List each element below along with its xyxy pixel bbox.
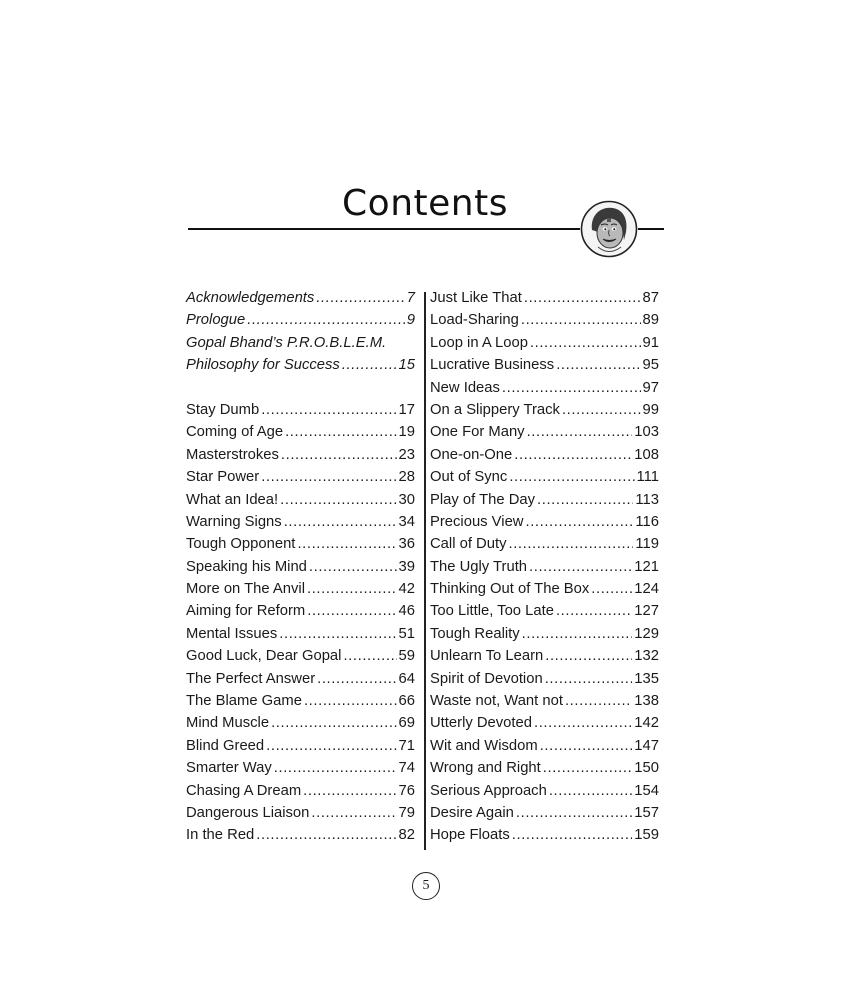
leader-dots <box>303 783 396 799</box>
toc-entry-page: 30 <box>398 491 415 508</box>
toc-entry[interactable] <box>186 469 415 491</box>
contents-right-column <box>430 290 659 850</box>
leader-dots <box>514 447 632 463</box>
toc-entry-page: 79 <box>398 804 415 821</box>
toc-entry[interactable] <box>430 783 659 805</box>
toc-entry[interactable] <box>186 514 415 536</box>
leader-dots <box>530 335 641 351</box>
toc-entry-page: 17 <box>398 401 415 418</box>
toc-entry-page: 39 <box>398 558 415 575</box>
toc-entry-page: 127 <box>634 603 659 620</box>
toc-entry-title: Blind Greed <box>186 737 265 754</box>
toc-entry[interactable] <box>186 648 415 670</box>
toc-entry-title: Mind Muscle <box>186 715 270 732</box>
leader-dots <box>565 693 632 709</box>
toc-entry-title: Gopal Bhand’s P.R.O.B.L.E.M. <box>186 334 387 351</box>
toc-entry-page: 42 <box>398 581 415 598</box>
toc-entry[interactable] <box>430 447 659 469</box>
toc-entry[interactable] <box>186 715 415 737</box>
toc-entry[interactable] <box>186 357 415 379</box>
leader-dots <box>502 380 641 396</box>
toc-entry[interactable] <box>430 312 659 334</box>
leader-dots <box>537 492 633 508</box>
toc-entry-title: Tough Reality <box>430 625 520 642</box>
toc-entry-page: 154 <box>634 782 659 799</box>
toc-entry-title: Just Like That <box>430 290 522 306</box>
toc-entry[interactable] <box>430 738 659 760</box>
toc-entry-title: Stay Dumb <box>186 401 260 418</box>
toc-entry[interactable] <box>430 805 659 827</box>
toc-entry[interactable] <box>186 738 415 760</box>
leader-dots <box>591 581 632 597</box>
toc-entry-title: Unlearn To Learn <box>430 648 544 665</box>
toc-entry-page: 46 <box>398 603 415 620</box>
toc-entry[interactable] <box>430 715 659 737</box>
leader-dots <box>261 469 396 485</box>
toc-entry-title: Wrong and Right <box>430 760 541 777</box>
toc-entry[interactable] <box>430 469 659 491</box>
toc-entry[interactable] <box>430 357 659 379</box>
toc-entry-title: Speaking his Mind <box>186 558 307 575</box>
leader-dots <box>524 290 641 306</box>
toc-entry-page: 113 <box>635 491 659 508</box>
toc-entry-page: 147 <box>634 737 659 754</box>
toc-entry[interactable] <box>430 760 659 782</box>
toc-entry-title: In the Red <box>186 827 255 844</box>
toc-entry[interactable] <box>186 424 415 446</box>
toc-entry[interactable] <box>186 827 415 849</box>
toc-entry-page: 59 <box>398 648 415 665</box>
toc-entry[interactable] <box>186 312 415 334</box>
toc-entry[interactable] <box>430 648 659 670</box>
toc-entry-title: Play of The Day <box>430 491 536 508</box>
toc-entry-title: Masterstrokes <box>186 446 279 463</box>
toc-entry-page: 138 <box>634 693 659 710</box>
toc-entry-title: One-on-One <box>430 446 513 463</box>
toc-entry-page: 9 <box>406 312 415 329</box>
leader-dots <box>512 827 633 843</box>
leader-dots <box>274 760 397 776</box>
toc-entry-title: Mental Issues <box>186 625 278 642</box>
toc-entry-title: The Blame Game <box>186 693 302 710</box>
toc-entry-page: 159 <box>634 827 659 844</box>
toc-entry[interactable] <box>430 693 659 715</box>
leader-dots <box>543 760 633 776</box>
toc-entry-title: Smarter Way <box>186 760 272 777</box>
toc-entry-page: 111 <box>636 469 659 486</box>
toc-entry[interactable] <box>430 581 659 603</box>
toc-entry-page: 74 <box>398 760 415 777</box>
leader-dots <box>522 626 633 642</box>
leader-dots <box>526 514 634 530</box>
toc-entry-page: 89 <box>642 312 659 329</box>
toc-entry-page: 23 <box>398 446 415 463</box>
toc-spacer <box>186 380 415 402</box>
toc-entry-title: Call of Duty <box>430 536 507 553</box>
leader-dots <box>307 581 397 597</box>
toc-entry-page: 87 <box>642 290 659 306</box>
toc-entry[interactable] <box>186 581 415 603</box>
toc-entry[interactable] <box>186 536 415 558</box>
toc-entry-page: 15 <box>398 357 415 374</box>
toc-entry-page: 19 <box>398 424 415 441</box>
toc-entry-title: On a Slippery Track <box>430 401 560 418</box>
leader-dots <box>545 671 633 687</box>
toc-entry-page: 99 <box>642 401 659 418</box>
toc-entry[interactable] <box>430 536 659 558</box>
leader-dots <box>297 536 396 552</box>
leader-dots <box>509 469 634 485</box>
toc-entry-page: 119 <box>635 536 659 553</box>
toc-entry-title: Serious Approach <box>430 782 547 799</box>
toc-entry-title: Philosophy for Success <box>186 357 340 374</box>
toc-entry[interactable] <box>430 492 659 514</box>
toc-entry[interactable] <box>186 559 415 581</box>
toc-entry-page: 108 <box>634 446 659 463</box>
toc-entry-page: 91 <box>642 334 659 351</box>
gopal-bhand-portrait-icon <box>580 200 638 258</box>
toc-entry-title: Chasing A Dream <box>186 782 302 799</box>
toc-entry-title: What an Idea! <box>186 491 279 508</box>
toc-entry[interactable] <box>430 290 659 312</box>
leader-dots <box>317 671 396 687</box>
toc-entry-title: Star Power <box>186 469 260 486</box>
contents-left-column <box>186 290 415 850</box>
leader-dots <box>271 715 396 731</box>
toc-entry-page: 95 <box>642 357 659 374</box>
toc-entry[interactable] <box>430 626 659 648</box>
leader-dots <box>342 357 397 373</box>
leader-dots <box>516 805 632 821</box>
leader-dots <box>527 424 633 440</box>
toc-entry-page: 82 <box>398 827 415 844</box>
toc-entry[interactable] <box>186 290 415 312</box>
leader-dots <box>279 626 396 642</box>
toc-entry[interactable] <box>430 335 659 357</box>
toc-entry[interactable] <box>430 827 659 849</box>
toc-entry[interactable] <box>186 783 415 805</box>
toc-entry-page: 132 <box>634 648 659 665</box>
leader-dots <box>309 559 397 575</box>
toc-entry-page: 64 <box>398 670 415 687</box>
leader-dots <box>521 312 641 328</box>
toc-entry-page: 157 <box>634 804 659 821</box>
toc-entry-page: 97 <box>642 379 659 396</box>
toc-entry[interactable] <box>186 693 415 715</box>
leader-dots <box>562 402 641 418</box>
leader-dots <box>508 536 633 552</box>
leader-dots <box>545 648 632 664</box>
leader-dots <box>285 424 396 440</box>
leader-dots <box>266 738 396 754</box>
toc-entry[interactable] <box>430 559 659 581</box>
leader-dots <box>529 559 632 575</box>
toc-entry-page: 124 <box>634 581 659 598</box>
toc-entry-title: Out of Sync <box>430 469 508 486</box>
toc-entry-page: 135 <box>634 670 659 687</box>
toc-entry-title: Hope Floats <box>430 827 510 844</box>
toc-entry-title: One For Many <box>430 424 525 441</box>
toc-entry-title: Desire Again <box>430 804 514 821</box>
toc-entry-page: 66 <box>398 693 415 710</box>
leader-dots <box>304 693 397 709</box>
toc-entry-page: 103 <box>634 424 659 441</box>
leader-dots <box>311 805 396 821</box>
toc-entry-title: Waste not, Want not <box>430 693 563 710</box>
toc-entry-page: 36 <box>398 536 415 553</box>
toc-entry-title: Precious View <box>430 513 524 530</box>
toc-entry[interactable] <box>430 514 659 536</box>
toc-entry-page: 150 <box>634 760 659 777</box>
toc-entry[interactable] <box>186 805 415 827</box>
toc-entry-page: 51 <box>398 625 415 642</box>
toc-entry-title: Prologue <box>186 312 246 329</box>
toc-entry[interactable] <box>430 424 659 446</box>
leader-dots <box>280 492 396 508</box>
leader-dots <box>261 402 396 418</box>
leader-dots <box>284 514 397 530</box>
column-divider <box>424 292 426 850</box>
toc-entry-title: Loop in A Loop <box>430 334 528 351</box>
toc-entry-page: 34 <box>398 513 415 530</box>
toc-entry-title: Aiming for Reform <box>186 603 306 620</box>
toc-entry-title: Load-Sharing <box>430 312 519 329</box>
toc-entry-title: Too Little, Too Late <box>430 603 554 620</box>
toc-entry[interactable] <box>186 492 415 514</box>
page-title: Contents <box>342 183 508 224</box>
toc-entry-title: Acknowledgements <box>186 290 315 306</box>
toc-entry-page: 129 <box>634 625 659 642</box>
toc-entry[interactable] <box>186 671 415 693</box>
leader-dots <box>556 357 640 373</box>
toc-entry-page: 7 <box>406 290 415 306</box>
toc-entry[interactable] <box>186 335 415 357</box>
toc-entry-page: 69 <box>398 715 415 732</box>
leader-dots <box>281 447 397 463</box>
leader-dots <box>534 715 632 731</box>
leader-dots <box>556 603 632 619</box>
leader-dots <box>549 783 632 799</box>
toc-entry[interactable] <box>186 447 415 469</box>
leader-dots <box>540 738 633 754</box>
toc-entry-title: The Perfect Answer <box>186 670 316 687</box>
leader-dots <box>307 603 396 619</box>
toc-entry[interactable] <box>430 402 659 424</box>
toc-entry-title: Dangerous Liaison <box>186 804 310 821</box>
leader-dots <box>247 312 405 328</box>
toc-entry-title: Thinking Out of The Box <box>430 581 590 598</box>
toc-entry-title: Tough Opponent <box>186 536 296 553</box>
toc-entry-page: 28 <box>398 469 415 486</box>
toc-entry-title: Warning Signs <box>186 513 282 530</box>
toc-entry-title: Lucrative Business <box>430 357 555 374</box>
toc-entry[interactable] <box>186 603 415 625</box>
page-number: 5 <box>412 872 440 900</box>
toc-entry-page: 76 <box>398 782 415 799</box>
toc-entry-title: Utterly Devoted <box>430 715 532 732</box>
toc-entry-title: Wit and Wisdom <box>430 737 538 754</box>
toc-entry[interactable] <box>430 671 659 693</box>
toc-entry-page: 142 <box>634 715 659 732</box>
toc-entry[interactable] <box>430 380 659 402</box>
toc-entry[interactable] <box>186 760 415 782</box>
leader-dots <box>343 648 396 664</box>
toc-entry[interactable] <box>430 603 659 625</box>
toc-entry-page: 71 <box>398 737 415 754</box>
toc-entry-page: 121 <box>634 558 659 575</box>
toc-entry-title: The Ugly Truth <box>430 558 528 575</box>
leader-dots <box>256 827 396 843</box>
toc-entry-title: Good Luck, Dear Gopal <box>186 648 342 665</box>
leader-dots <box>316 290 404 306</box>
toc-entry[interactable] <box>186 626 415 648</box>
toc-entry-title: More on The Anvil <box>186 581 305 598</box>
toc-entry[interactable] <box>186 402 415 424</box>
toc-entry-title: Spirit of Devotion <box>430 670 543 687</box>
toc-entry-title: Coming of Age <box>186 424 284 441</box>
toc-entry-page: 116 <box>635 513 659 530</box>
toc-entry-title: New Ideas <box>430 379 500 396</box>
